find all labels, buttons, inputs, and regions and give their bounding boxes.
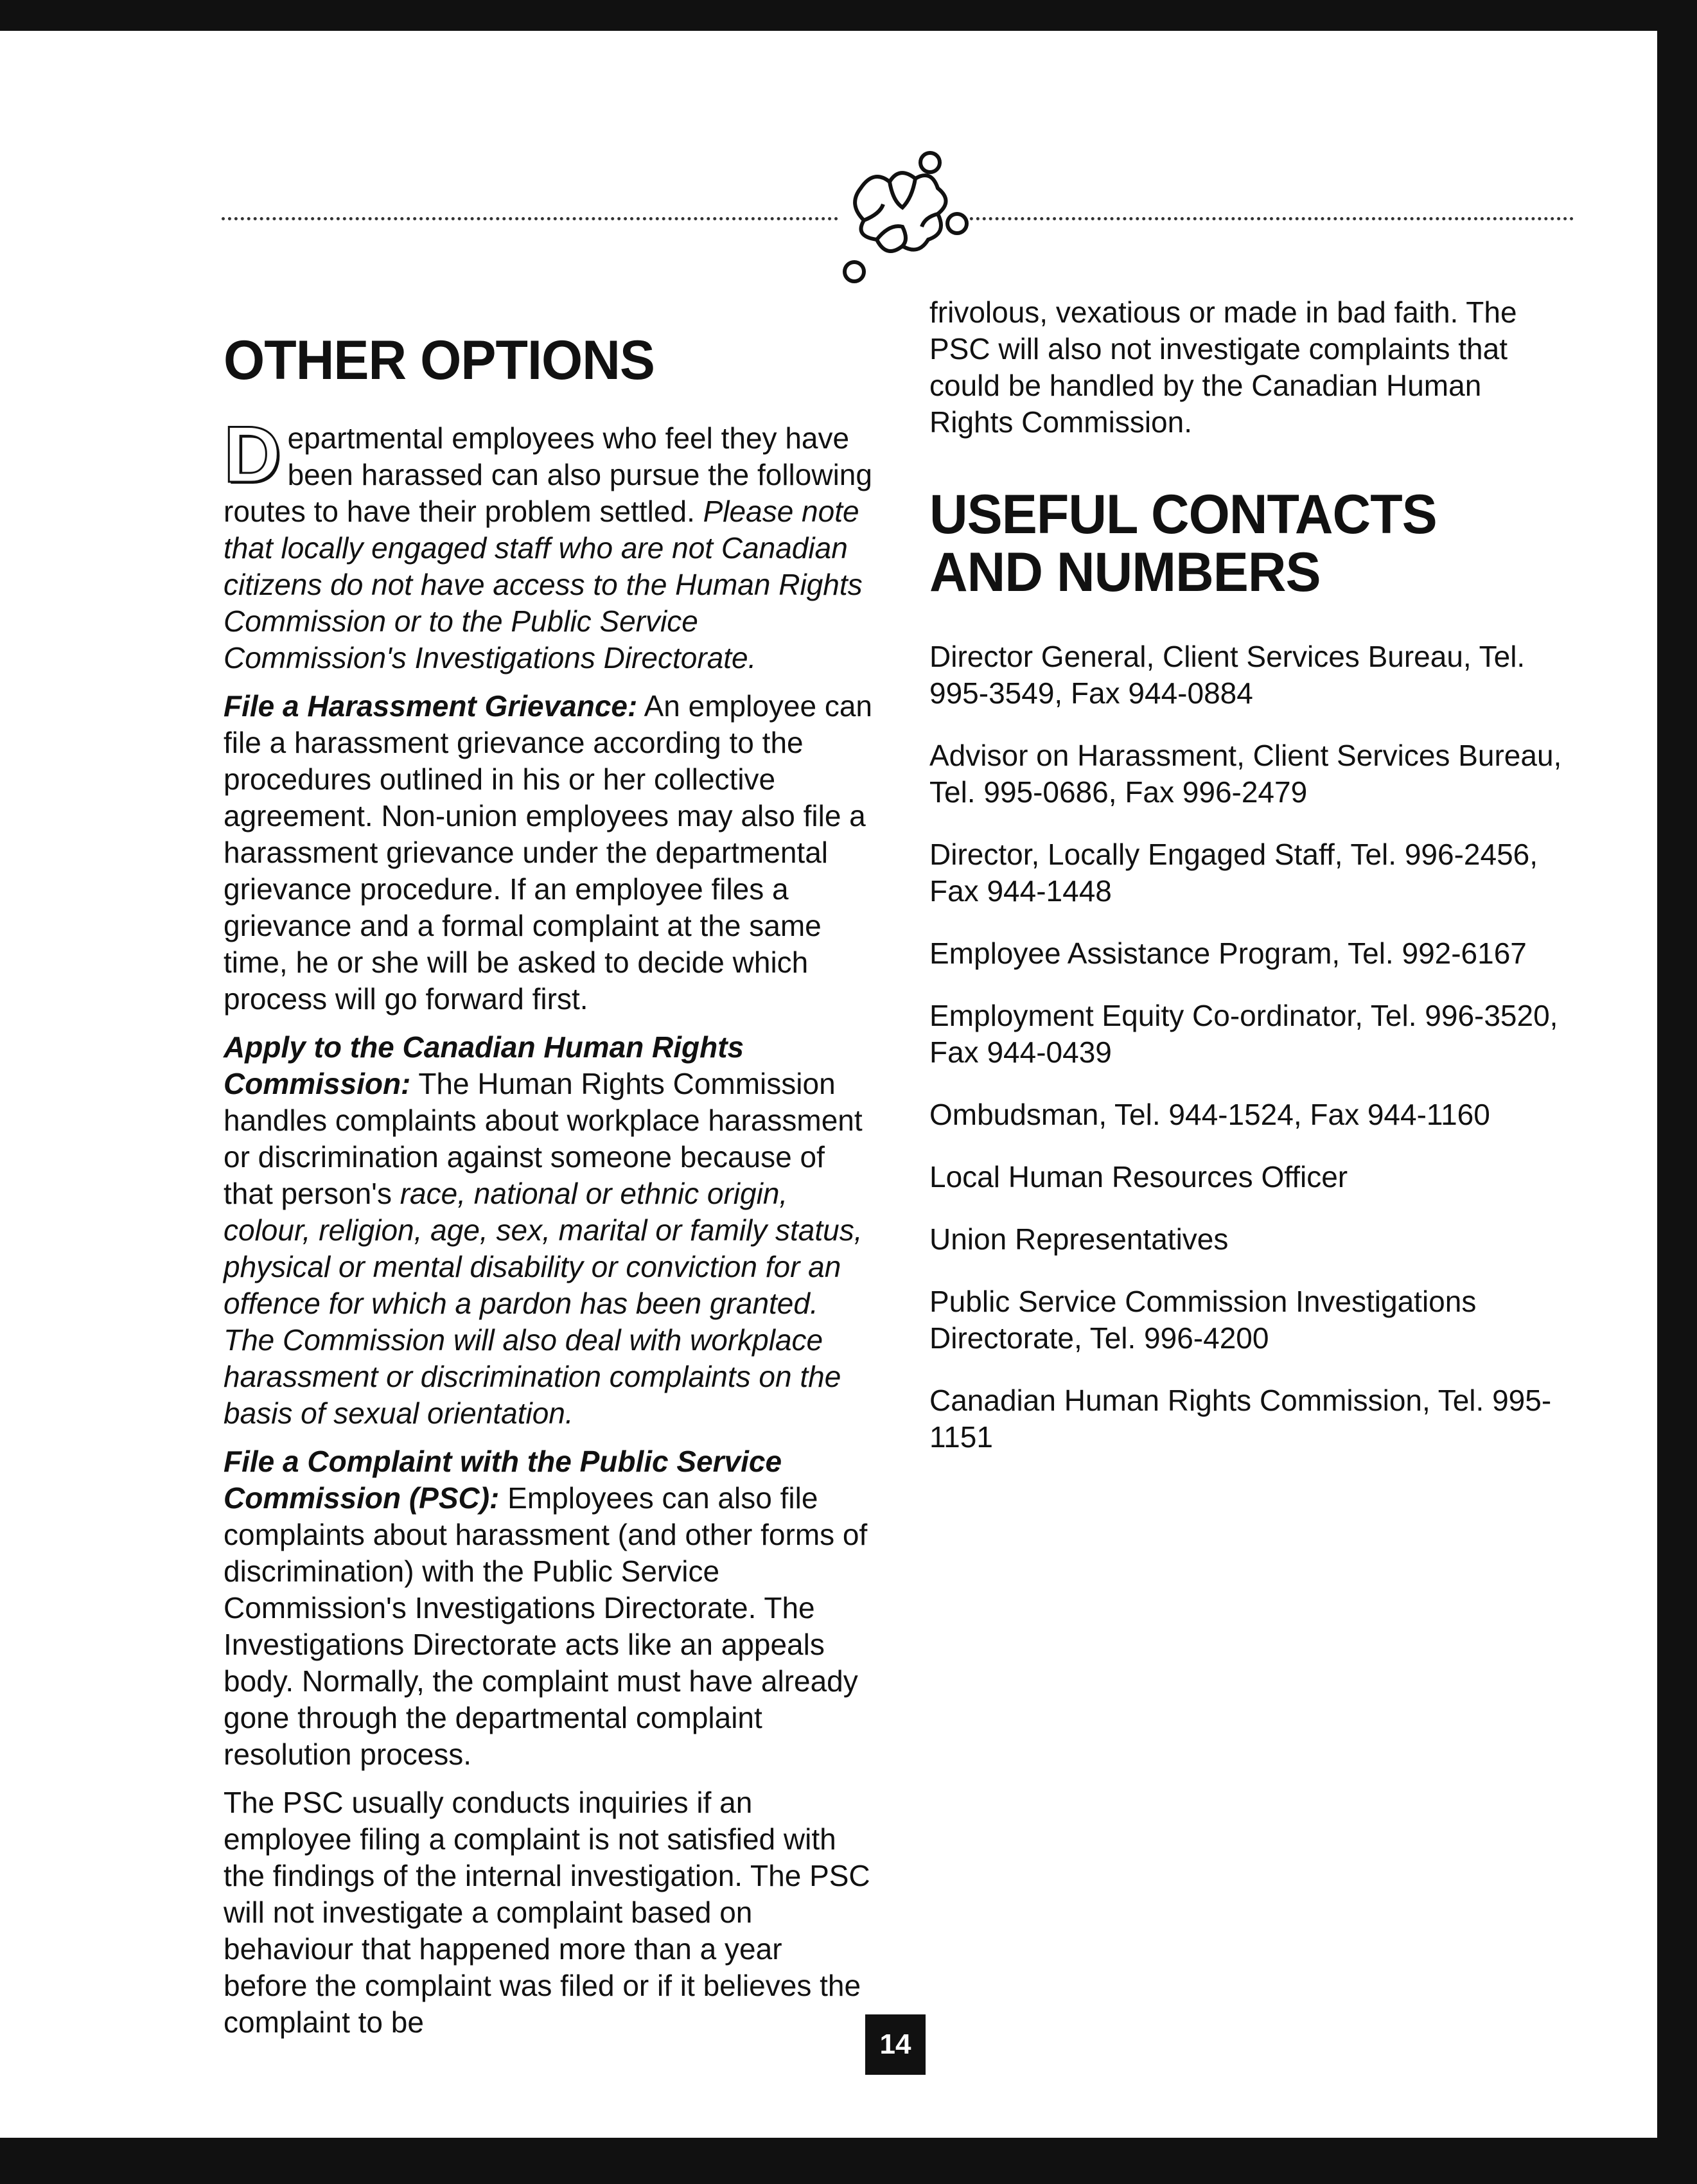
grievance-text: An employee can file a harassment grievance according to the procedures outlined in his or her collective agreement. Non-union employees may also file a harassment grievance under the departmental grievance procedure. If an employee files a grievance and a formal complaint at the same time, he or she will be asked to decide which process will go forward first.: [224, 689, 873, 1016]
dotted-rule-left: [222, 217, 838, 220]
contact-item: Director, Locally Engaged Staff, Tel. 996-2456, Fax 944-1448: [929, 838, 1538, 908]
psc-paragraph: [224, 1443, 872, 1773]
left-column: [224, 288, 872, 2052]
intro-text: epartmental employees who feel they have been harassed can also pursue the following routes to have their problem settled.: [224, 421, 872, 528]
grievance-lead: File a Harassment Grievance:: [224, 689, 638, 723]
psc-followup-paragraph: The PSC usually conducts inquiries if an employee filing a complaint is not satisfied with the findings of the internal investigation. The PSC will not investigate a complaint based on behaviour that happened more than a year before the complaint was filed or if it believes the complaint to be: [224, 1786, 870, 2039]
section-heading-useful-contacts: USEFUL CONTACTS AND NUMBERS: [929, 484, 1437, 603]
continuation-paragraph: frivolous, vexatious or made in bad faith. The PSC will also not investigate complaints that could be handled by the Canadian Human Rights Commission.: [929, 295, 1517, 439]
drop-cap: D: [224, 410, 281, 499]
psc-lead: File a Complaint with the Public Service Commission (PSC):: [224, 1445, 782, 1515]
chrc-paragraph: [224, 1029, 872, 1432]
right-column: [929, 294, 1572, 1481]
contact-item: Director General, Client Services Bureau, Tel. 995-3549, Fax 944-0884: [929, 640, 1526, 710]
contact-item: Advisor on Harassment, Client Services Bureau, Tel. 995-0686, Fax 996-2479: [929, 739, 1562, 809]
intro-paragraph: [224, 410, 872, 676]
contact-item: Union Representatives: [929, 1222, 1229, 1256]
psc-text: Employees can also file complaints about harassment (and other forms of discrimination) with the Public Service Commission's Investigations Directorate. The Investigations Directorate acts like an appeals body. Normally, the complaint must have already gone through the departmental complaint resolution process.: [224, 1481, 868, 1771]
grievance-paragraph: [224, 688, 872, 1017]
chrc-text: The Human Rights Commission handles complaints about workplace harassment or discrimination against someone because of that person's: [224, 1067, 863, 1210]
intro-note: Please note that locally engaged staff who are not Canadian citizens do not have access to the Human Rights Commission or to the Public Service Commission's Investigations Directorate.: [224, 495, 863, 674]
document-page: [0, 31, 1657, 2138]
page-number: 14: [865, 2014, 926, 2075]
contact-item: Local Human Resources Officer: [929, 1160, 1348, 1193]
contact-item: Ombudsman, Tel. 944-1524, Fax 944-1160: [929, 1098, 1490, 1131]
contact-item: Canadian Human Rights Commission, Tel. 995-1151: [929, 1384, 1552, 1454]
contact-item: Employee Assistance Program, Tel. 992-6167: [929, 937, 1527, 970]
contact-item: Public Service Commission Investigations Directorate, Tel. 996-4200: [929, 1285, 1477, 1355]
contact-item: Employment Equity Co-ordinator, Tel. 996-3520, Fax 944-0439: [929, 999, 1558, 1069]
dotted-rule-right: [957, 217, 1574, 220]
chrc-lead: Apply to the Canadian Human Rights Commission:: [224, 1030, 744, 1100]
section-heading-other-options: OTHER OPTIONS: [224, 330, 655, 391]
puzzle-ornament-icon: [835, 150, 970, 285]
chrc-note: The Commission will also deal with workplace harassment or discrimination complaints on the basis of sexual orientation.: [224, 1323, 841, 1430]
chrc-grounds: race, national or ethnic origin, colour, religion, age, sex, marital or family status, physical or mental disability or conviction for an offence for which a pardon has been granted.: [224, 1177, 863, 1320]
